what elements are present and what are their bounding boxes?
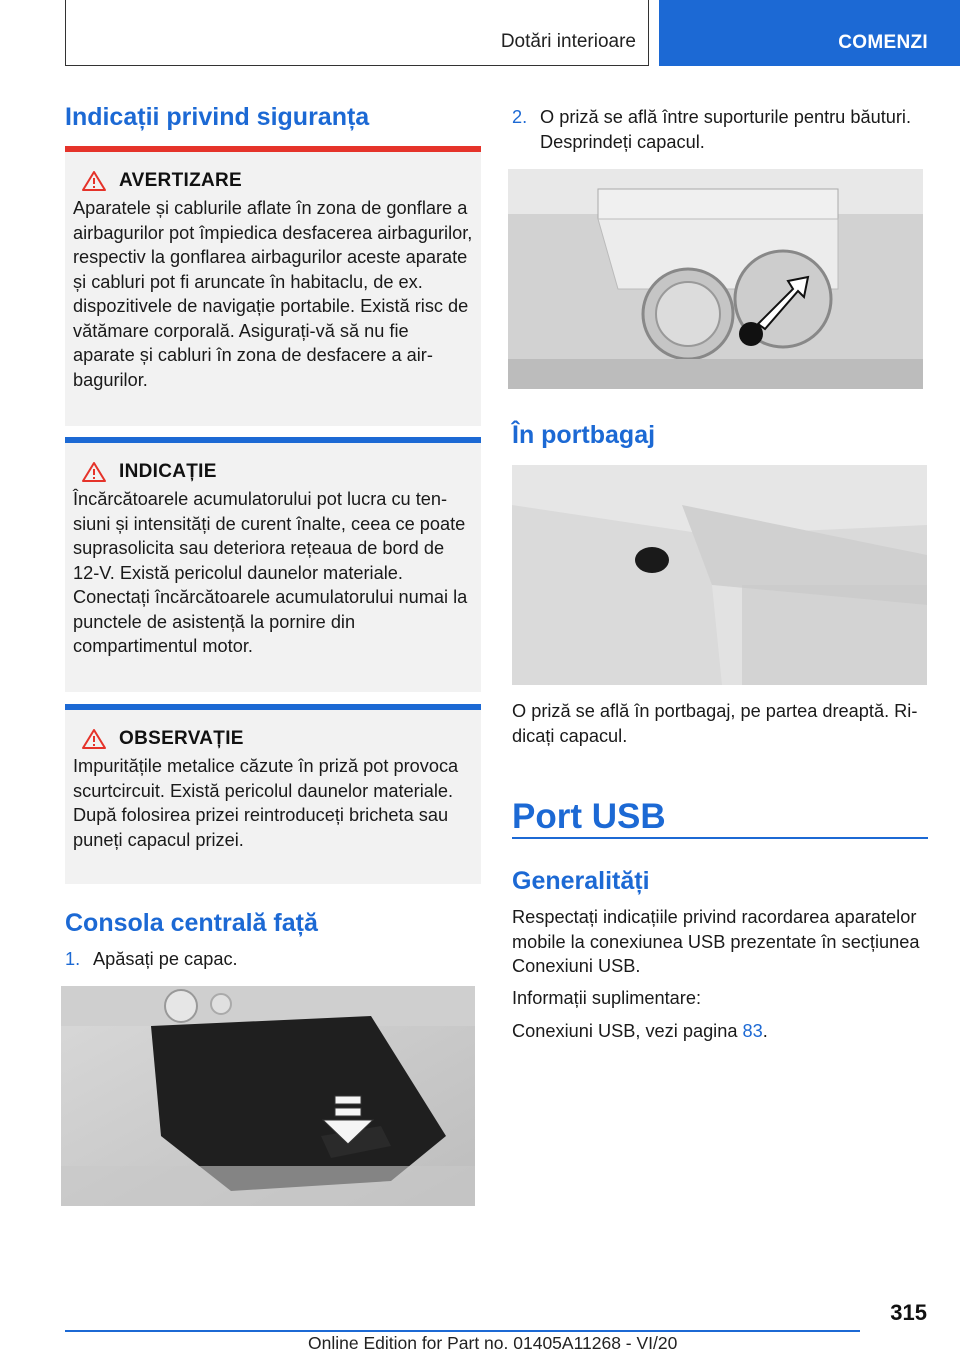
usb-heading: Port USB [512, 797, 666, 836]
cupholder-socket-photo [508, 169, 923, 389]
step-text: Apăsați pe capac. [93, 949, 238, 969]
header-chapter-tab [659, 0, 960, 66]
center-console-heading: Consola centrală față [65, 909, 318, 937]
step-number: 2. [512, 107, 528, 127]
warning-triangle-icon [81, 728, 107, 750]
warning-triangle-icon [81, 170, 107, 192]
note-box [65, 437, 481, 692]
warning-label: AVERTIZARE [119, 170, 242, 191]
page-number: 315 [890, 1300, 927, 1325]
note-label: INDICAȚIE [119, 461, 217, 482]
step-number: 1. [65, 949, 81, 969]
usb-text: Respectați indicațiile privind racordarea aparatelor mobile la conexiunea USB prezentate în secțiunea Conexiuni USB. [512, 907, 920, 976]
usb-reference-text: Conexiuni USB, vezi pagina [512, 1021, 743, 1041]
header-chapter-title: COMENZI [838, 32, 928, 53]
notice-bar [65, 704, 481, 710]
usb-more-label: Informații suplimentare: [512, 988, 702, 1008]
notice-box [65, 704, 481, 884]
step-1 [65, 947, 481, 972]
step-2 [512, 105, 928, 154]
footer-rule [65, 1330, 860, 1332]
usb-page-link[interactable]: 83 [742, 1021, 763, 1041]
step-text: O priză se află între suporturile pentru băuturi. Desprindeți capacul. [540, 107, 912, 152]
warning-bar [65, 146, 481, 152]
warning-text: Aparatele și cablurile aflate în zona de gonflare a airbagurilor pot împiedica desfacerea airbagurilor, respectiv la gonflarea airbagurilor aceste aparate și cabluri pot fi aruncate în habitaclu, de ex. dispozitivele de navigație portabile. Există risc de vătămare corporală. Asigurați-vă să nu fie aparate și cabluri în zona de desfacere a airbagurilor. [73, 198, 473, 390]
footer-edition: Online Edition for Part no. 01405A11268 - VI/20 [308, 1333, 678, 1353]
notice-label: OBSERVAȚIE [119, 728, 244, 749]
note-text: Încărcătoarele acumulatorului pot lucra cu tensiuni și intensități de curent înalte, ceea ce poate suprasolicita sau deteriora rețeaua de bord de 12-V. Există pericolul daunelor materiale. Conectați încărcătoarele acumulatorului numai la punctele de asistență la pornire din compartimentul motor. [73, 489, 468, 656]
usb-reference [512, 1019, 928, 1044]
notice-text: Impuritățile metalice căzute în priză pot provoca scurtcircuit. Există pericolul daunelor materiale. După folosirea prizei reintroduceți bricheta sau puneți capacul prizei. [73, 756, 459, 850]
trunk-socket-photo [512, 465, 927, 685]
usb-reference-end: . [762, 1021, 768, 1041]
warning-triangle-icon [81, 461, 107, 483]
note-bar [65, 437, 481, 443]
usb-heading-rule [512, 837, 928, 839]
trunk-text: O priză se află în portbagaj, pe partea dreaptă. Ridicați capacul. [512, 701, 918, 746]
usb-general-heading: Generalități [512, 867, 650, 895]
safety-heading: Indicații privind siguranța [65, 103, 370, 131]
warning-box [65, 146, 481, 426]
console-cover-photo [61, 986, 475, 1206]
header-section-tab [65, 0, 649, 66]
trunk-heading: În portbagaj [512, 421, 656, 449]
header-section-title: Dotări interioare [500, 31, 636, 52]
